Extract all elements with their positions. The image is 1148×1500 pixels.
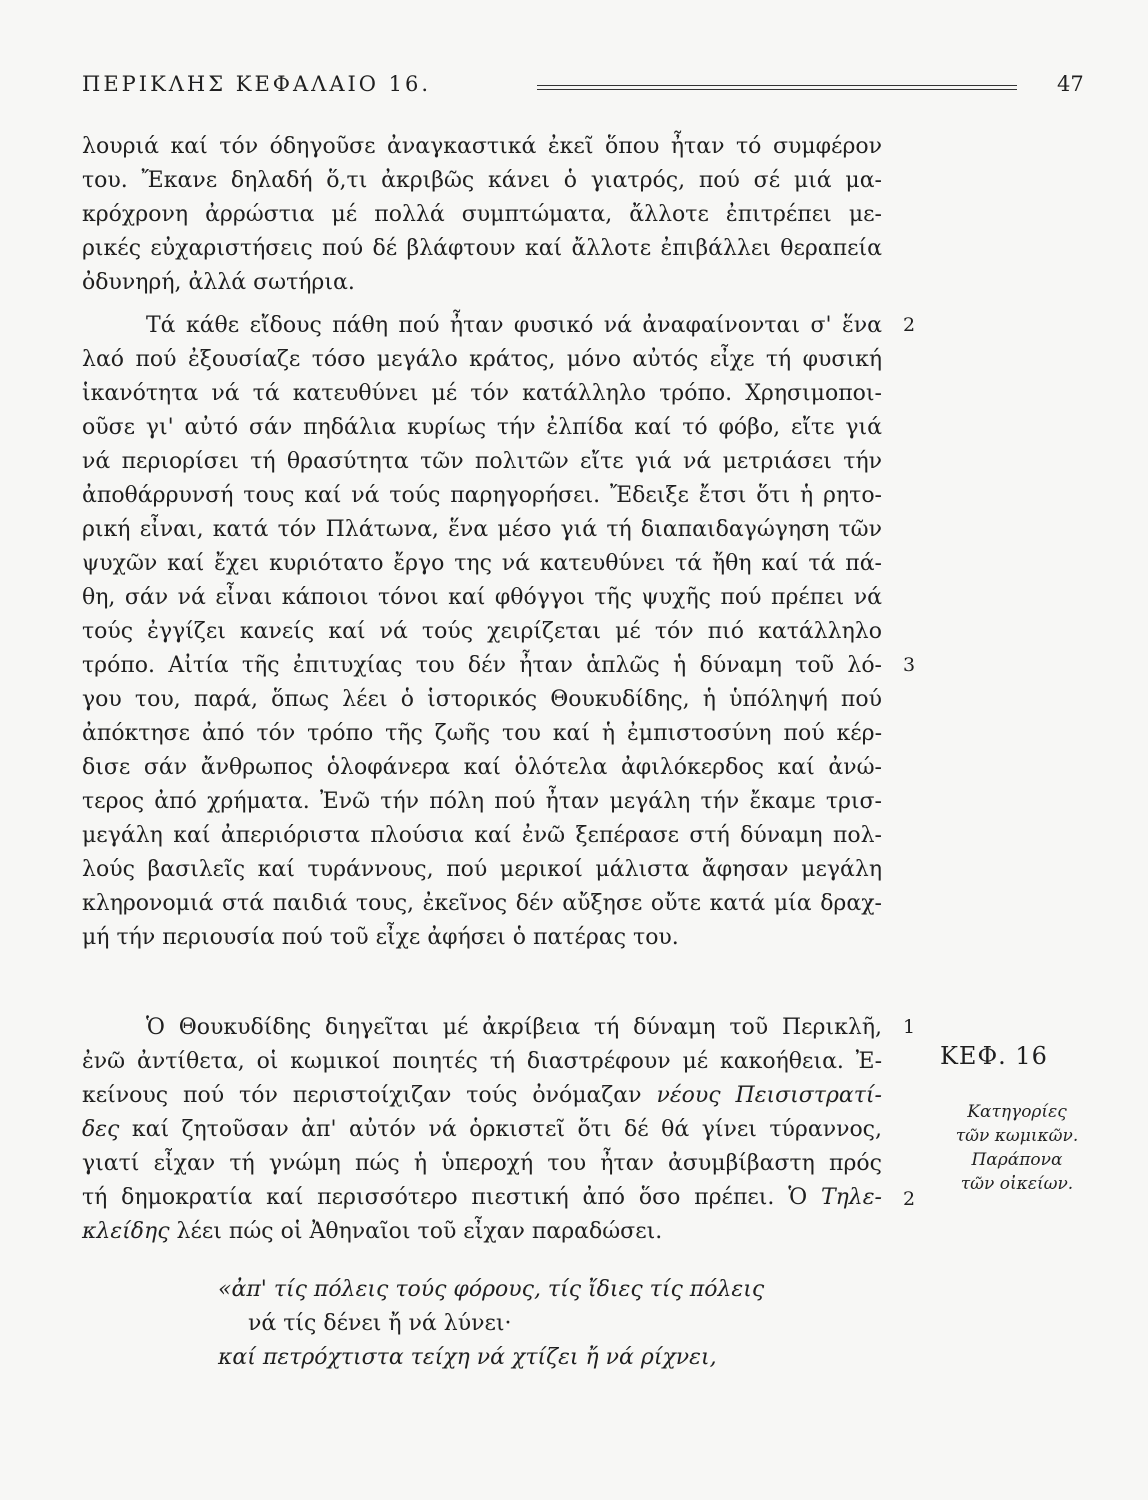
text-line: δισε σάν ἄνθρωπος ὁλοφάνερα καί ὁλότελα ἀφιλόκερδος καί ἀνώ- <box>82 755 882 780</box>
text-span: καί ζητοῦσαν ἀπ' αὐτόν νά ὁρκιστεῖ ὅτι δέ θά γίνει τύραννος, <box>119 1117 882 1142</box>
text-line: λουριά καί τόν όδηγοῦσε ἀναγκαστικά ἐκεῖ ὅπου ἦταν τό συμφέρον <box>82 134 882 159</box>
text-line: γιατί εἶχαν τή γνώμη πώς ἡ ὑπεροχή του ἦταν ἀσυμβίβαστη πρός <box>82 1151 882 1176</box>
text-line: θη, σάν νά εἶναι κάποιοι τόνοι καί φθόγγοι τῆς ψυχῆς πού πρέπει νά <box>82 585 882 610</box>
margin-section-number: 2 <box>903 1188 916 1210</box>
text-span: τή δημοκρατία καί περισσότερο πιεστική ἀπό ὅσο πρέπει. Ὁ <box>82 1185 821 1210</box>
margin-section-number: 2 <box>903 314 916 336</box>
italic-span: Τηλε- <box>820 1185 882 1210</box>
text-line: λούς βασιλεῖς καί τυράννους, πού μερικοί μάλιστα ἄφησαν μεγάλη <box>82 857 882 882</box>
text-line: ἀποθάρρυνσή τους καί νά τούς παρηγορήσει. Ἔδειξε ἔτσι ὅτι ἡ ρητο- <box>82 483 882 508</box>
text-line: ρικές εὐχαριστήσεις πού δέ βλάφτουν καί ἄλλοτε ἐπιβάλλει θεραπεία <box>82 236 882 261</box>
page-header <box>82 72 1082 108</box>
text-line: μεγάλη καί ἀπεριόριστα πλούσια καί ἐνῶ ξεπέρασε στή δύναμη πολ- <box>82 823 882 848</box>
text-line: ψυχῶν καί ἔχει κυριότατο ἔργο της νά κατευθύνει τά ἤθη καί τά πά- <box>82 551 882 576</box>
verse-line: «ἀπ' τίς πόλεις τούς φόρους, τίς ἴδιες τίς πόλεις <box>218 1277 765 1302</box>
text-line: γου του, παρά, ὅπως λέει ὁ ἱστορικός Θουκυδίδης, ἡ ὑπόληψή πού <box>82 687 882 712</box>
italic-span: δες <box>82 1117 120 1142</box>
italic-span: νέους Πεισιστρατί- <box>656 1083 882 1108</box>
text-line <box>82 1217 882 1247</box>
side-note-line: Κατηγορίες <box>967 1102 1067 1122</box>
text-line: Τά κάθε εἴδους πάθη πού ἦταν φυσικό νά ἀναφαίνονται σ' ἕνα <box>146 313 882 338</box>
text-span: κείνους πού τόν περιστοίχιζαν τούς ὀνόμαζαν <box>82 1083 657 1108</box>
text-line: ὀδυνηρή, ἀλλά σωτήρια. <box>82 270 355 295</box>
text-line: κρόχρονη ἀρρώστια μέ πολλά συμπτώματα, ἄλλοτε ἐπιτρέπει με- <box>82 202 882 227</box>
text-line: τούς ἐγγίζει κανείς καί νά τούς χειρίζεται μέ τόν πιό κατάλληλο <box>82 619 882 644</box>
running-title: ΠΕΡΙΚΛΗΣ ΚΕΦΑΛΑΙΟ 16. <box>82 72 432 96</box>
verse-line: νά τίς δένει ἤ νά λύνει· <box>248 1311 512 1336</box>
text-line: οῦσε γι' αὐτό σάν πηδάλια κυρίως τήν ἐλπίδα καί τό φόβο, εἴτε γιά <box>82 415 882 440</box>
text-line: του. Ἔκανε δηλαδή ὅ,τι ἀκριβῶς κάνει ὁ γιατρός, πού σέ μιά μα- <box>82 168 882 193</box>
text-line: ἀπόκτησε ἀπό τόν τρόπο τῆς ζωῆς του καί ἡ ἐμπιστοσύνη πού κέρ- <box>82 721 882 746</box>
side-chapter-heading: ΚΕΦ. 16 <box>940 1042 1048 1070</box>
italic-span: κλείδης <box>82 1219 170 1244</box>
text-line <box>82 1081 882 1111</box>
text-line <box>82 1115 882 1145</box>
margin-section-number: 3 <box>903 654 916 676</box>
text-line <box>82 1183 882 1213</box>
page-number: 47 <box>1057 72 1084 96</box>
text-line: ἐνῶ ἀντίθετα, οἱ κωμικοί ποιητές τή διαστρέφουν μέ κακοήθεια. Ἐ- <box>82 1049 882 1074</box>
text-line: κληρονομιά στά παιδιά τους, ἐκεῖνος δέν αὔξησε οὔτε κατά μία δραχ- <box>82 891 882 916</box>
text-line: τερος ἀπό χρήματα. Ἐνῶ τήν πόλη πού ἦταν μεγάλη τήν ἔκαμε τρισ- <box>82 789 882 814</box>
text-line: ρική εἶναι, κατά τόν Πλάτωνα, ἕνα μέσο γιά τή διαπαιδαγώγηση τῶν <box>82 517 882 542</box>
margin-section-number: 1 <box>903 1016 916 1038</box>
text-line: τρόπο. Αἰτία τῆς ἐπιτυχίας του δέν ἦταν ἁπλῶς ἡ δύναμη τοῦ λό- <box>82 653 882 678</box>
side-note-line: τῶν κωμικῶν. <box>955 1126 1079 1146</box>
verse-line: καί πετρόχτιστα τείχη νά χτίζει ἤ νά ρίχνει, <box>218 1345 717 1370</box>
text-line: ἱκανότητα νά τά κατευθύνει μέ τόν κατάλληλο τρόπο. Χρησιμοποι- <box>82 381 882 406</box>
text-span: λέει πώς οἱ Ἀθηναῖοι τοῦ εἶχαν παραδώσει. <box>169 1219 663 1244</box>
text-line: νά περιορίσει τή θρασύτητα τῶν πολιτῶν εἴτε γιά νά μετριάσει τήν <box>82 449 882 474</box>
text-line: λαό πού ἐξουσίαζε τόσο μεγάλο κράτος, μόνο αὐτός εἶχε τή φυσική <box>82 347 882 372</box>
text-line: μή τήν περιουσία πού τοῦ εἶχε ἀφήσει ὁ πατέρας του. <box>82 925 679 950</box>
header-rule <box>537 85 1017 90</box>
side-note-line: Παράπονα <box>971 1150 1063 1170</box>
side-note-line: τῶν οἰκείων. <box>960 1174 1074 1194</box>
text-line: Ὁ Θουκυδίδης διηγεῖται μέ ἀκρίβεια τή δύναμη τοῦ Περικλῆ, <box>146 1015 882 1040</box>
